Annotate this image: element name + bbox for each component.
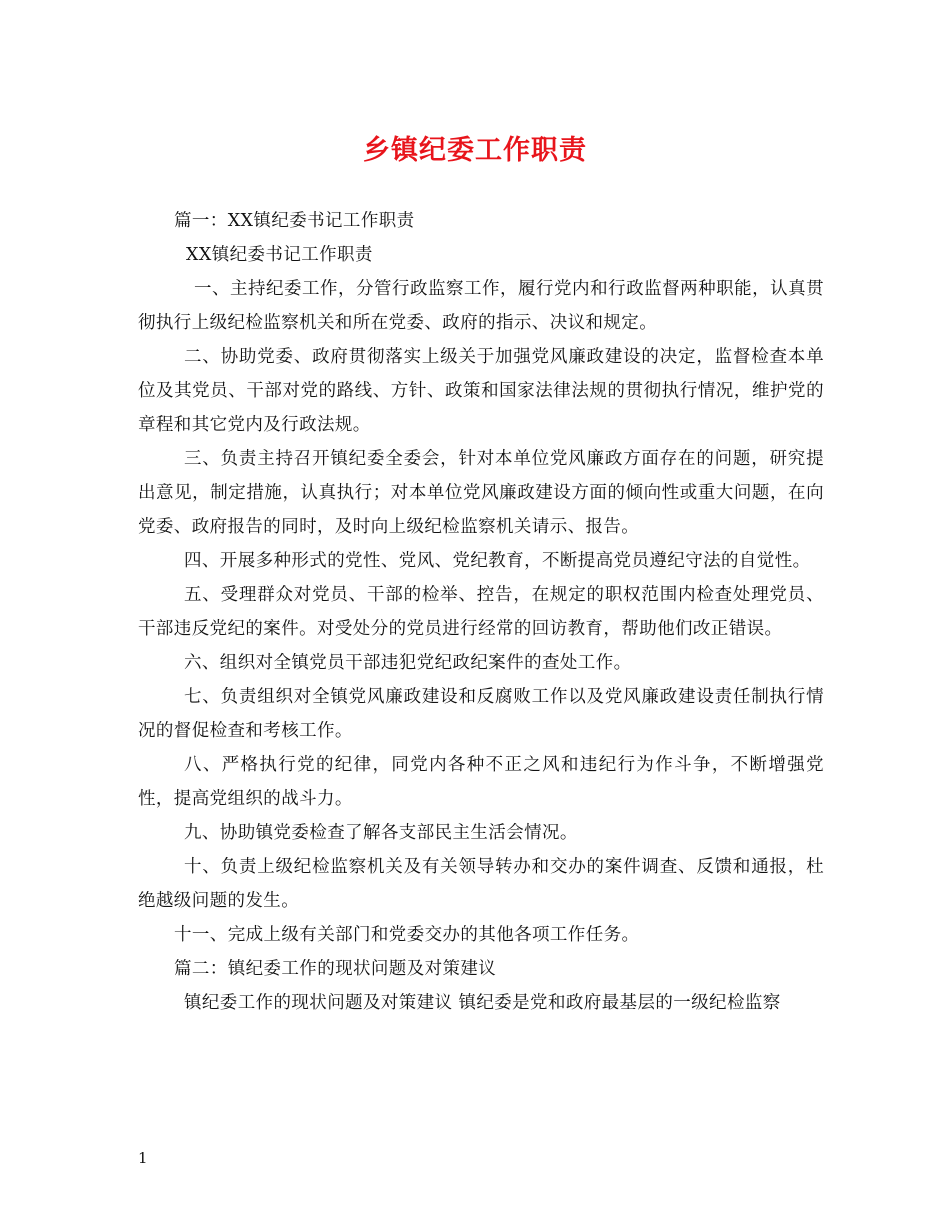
subtitle: XX镇纪委书记工作职责 xyxy=(186,245,373,265)
paragraph-item-5: 五、受理群众对党员、干部的检举、控告，在规定的职权范围内检查处理党员、干部违反党纪的案件。对受处分的党员进行经常的回访教育，帮助他们改正错误。 xyxy=(138,585,824,639)
paragraph-item-3: 三、负责主持召开镇纪委全委会，针对本单位党风廉政方面存在的问题，研究提出意见，制定措施，认真执行；对本单位党风廉政建设方面的倾向性或重大问题，在向党委、政府报告的同时，及时向上级纪检监察机关请示、报告。 xyxy=(138,449,824,537)
paragraph-item-2: 二、协助党委、政府贯彻落实上级关于加强党风廉政建设的决定，监督检查本单位及其党员、干部对党的路线、方针、政策和国家法律法规的贯彻执行情况，维护党的章程和其它党内及行政法规。 xyxy=(138,347,824,435)
paragraph-item-9: 九、协助镇党委检查了解各支部民主生活会情况。 xyxy=(184,823,578,843)
paragraph-item-6: 六、组织对全镇党员干部违犯党纪政纪案件的查处工作。 xyxy=(184,653,632,673)
paragraph-item-7: 七、负责组织对全镇党风廉政建设和反腐败工作以及党风廉政建设责任制执行情况的督促检查和考核工作。 xyxy=(138,687,824,741)
paragraph-item-11: 十一、完成上级有关部门和党委交办的其他各项工作任务。 xyxy=(174,925,640,945)
section-heading-1: 篇一：XX镇纪委书记工作职责 xyxy=(174,211,415,231)
paragraph-intro: 镇纪委工作的现状问题及对策建议 镇纪委是党和政府最基层的一级纪检监察 xyxy=(184,993,781,1013)
paragraph-item-1: 一、主持纪委工作，分管行政监察工作，履行党内和行政监督两种职能，认真贯彻执行上级纪检监察机关和所在党委、政府的指示、决议和规定。 xyxy=(138,279,824,333)
document-body xyxy=(138,204,824,1020)
paragraph-item-8: 八、严格执行党的纪律，同党内各种不正之风和违纪行为作斗争，不断增强党性，提高党组织的战斗力。 xyxy=(138,755,824,809)
section-heading-2: 篇二：镇纪委工作的现状问题及对策建议 xyxy=(174,959,497,979)
page-number: 1 xyxy=(138,1149,148,1167)
document-title: 乡镇纪委工作职责 xyxy=(363,135,587,166)
paragraph-item-10: 十、负责上级纪检监察机关及有关领导转办和交办的案件调查、反馈和通报，杜绝越级问题的发生。 xyxy=(138,857,824,911)
paragraph-item-4: 四、开展多种形式的党性、党风、党纪教育，不断提高党员遵纪守法的自觉性。 xyxy=(184,551,811,571)
